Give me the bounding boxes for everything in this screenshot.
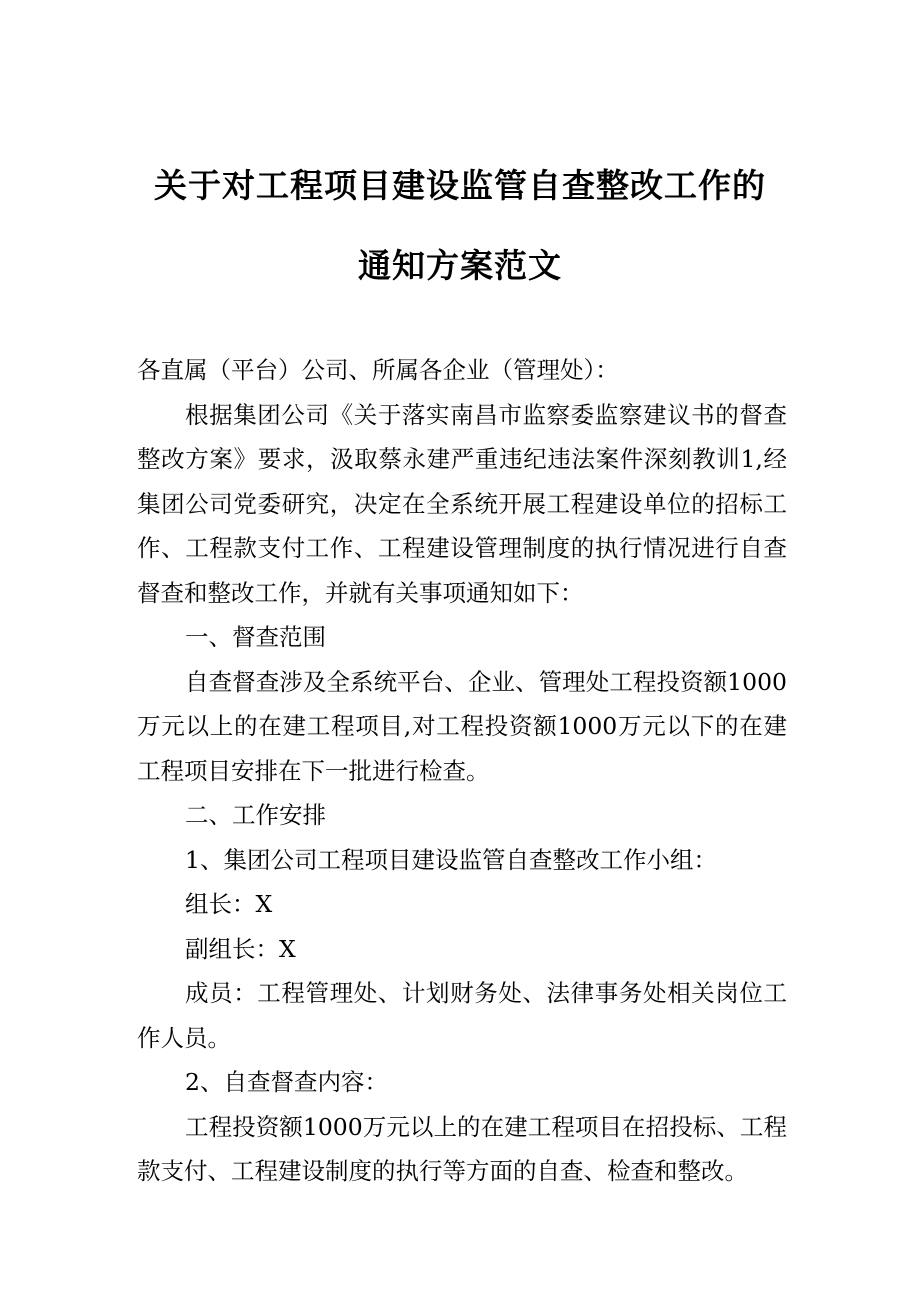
scope-paragraph: 自查督查涉及全系统平台、企业、管理处工程投资额1000万元以上的在建工程项目,对工程投资额1000万元以下的在建工程项目安排在下一批进行检查。 bbox=[137, 667, 787, 785]
salutation: 各直属（平台）公司、所属各企业（管理处）： bbox=[137, 356, 619, 384]
document-title-line-1: 关于对工程项目建设监管自查整改工作的 bbox=[154, 166, 766, 205]
section-heading-scope: 一、督查范围 bbox=[185, 623, 326, 651]
section-heading-arrangement: 二、工作安排 bbox=[185, 801, 326, 829]
inspection-content-paragraph: 工程投资额1000万元以上的在建工程项目在招投标、工程款支付、工程建设制度的执行等方面的自查、检查和整改。 bbox=[137, 1112, 787, 1185]
group-leader: 组长：X bbox=[185, 890, 273, 918]
document-title-line-2: 通知方案范文 bbox=[358, 246, 562, 285]
inspection-content-heading: 2、自查督查内容： bbox=[185, 1068, 388, 1096]
document-body bbox=[137, 348, 787, 1194]
working-group-heading: 1、集团公司工程项目建设监管自查整改工作小组： bbox=[185, 845, 717, 874]
deputy-group-leader: 副组长：X bbox=[185, 934, 296, 963]
intro-paragraph: 根据集团公司《关于落实南昌市监察委监察建议书的督查整改方案》要求，汲取蔡永建严重违纪违法案件深刻教训1,经集团公司党委研究，决定在全系统开展工程建设单位的招标工作、工程款支付工作、工程建设管理制度的执行情况进行自查督查和整改工作，并就有关事项通知如下： bbox=[137, 400, 787, 607]
group-members: 成员：工程管理处、计划财务处、法律事务处相关岗位工作人员。 bbox=[137, 979, 787, 1052]
